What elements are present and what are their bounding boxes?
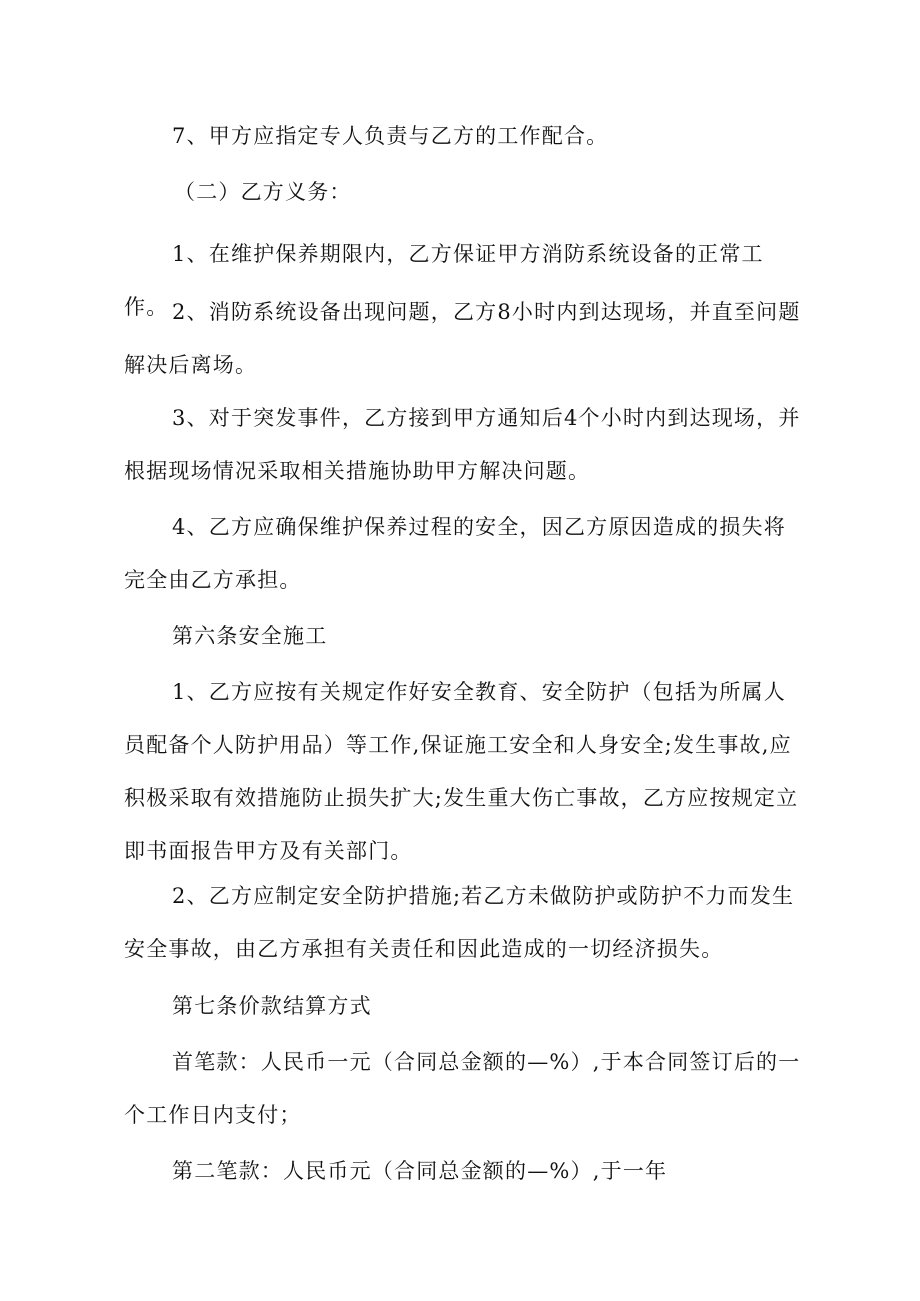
payment-first: 首笔款：人民币一元（合同总金额的—%）,于本合同签订后的一个工作日内支付； [124, 1050, 801, 1127]
section-heading-party-b-obligations: （二）乙方义务： [174, 180, 352, 204]
article-6-item-2: 2、乙方应制定安全防护措施;若乙方未做防护或防护不力而发生安全事故，由乙方承担有关责任和因此造成的一切经济损失。 [124, 884, 795, 961]
article-heading-7: 第七条价款结算方式 [172, 994, 372, 1018]
article-6-item-1: 1、乙方应按有关规定作好安全教育、安全防护（包括为所属人员配备个人防护用品）等工作,保证施工安全和人身安全;发生事故,应积极采取有效措施防止损失扩大;发生重大伤亡事故，乙方应按规定立即书面报告甲方及有关部门。 [124, 680, 799, 863]
paragraph-item-1: 1、在维护保养期限内，乙方保证甲方消防系统设备的正常工作。 [124, 242, 764, 319]
article-heading-6: 第六条安全施工 [172, 624, 328, 648]
payment-second: 第二笔款：人民币元（合同总金额的—%）,于一年 [172, 1159, 668, 1183]
paragraph-item-2: 2、消防系统设备出现问题，乙方8小时内到达现场，并直至问题解决后离场。 [124, 300, 801, 377]
paragraph-item-4: 4、乙方应确保维护保养过程的安全，因乙方原因造成的损失将完全由乙方承担。 [124, 515, 786, 592]
paragraph-item-7: 7、甲方应指定专人负责与乙方的工作配合。 [172, 124, 609, 148]
paragraph-item-3: 3、对于突发事件，乙方接到甲方通知后4个小时内到达现场，并根据现场情况采取相关措施协助甲方解决问题。 [124, 406, 801, 483]
